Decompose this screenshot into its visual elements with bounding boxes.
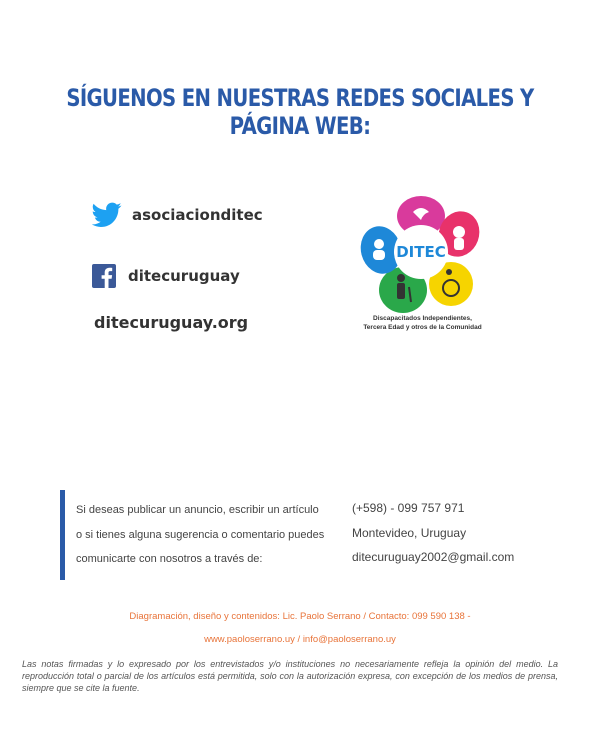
contact-text	[76, 498, 324, 572]
contact-line: comunicarte con nosotros a través de:	[76, 553, 263, 565]
elder-with-cane-icon	[397, 274, 405, 282]
twitter-bird-icon	[92, 202, 122, 228]
contact-city: Montevideo, Uruguay	[352, 525, 467, 540]
disclaimer: Las notas firmadas y lo expresado por los entrevistados y/o instituciones no necesariamente refleja la opinión del medio. La reproducción total o parcial de los artículos está permitida, solo con la autorización expresa, con excepción de los medios de prensa, siempre que se cite la fuente.	[22, 659, 558, 693]
logo-wordmark: DITEC	[396, 243, 446, 261]
logo-caption: Discapacitados Independientes, Tercera Edad y otros de la Comunidad	[363, 315, 482, 331]
baby-icon	[374, 239, 384, 249]
parent-child-icon	[453, 226, 465, 238]
facebook-row[interactable]	[92, 264, 240, 288]
facebook-icon	[92, 264, 116, 288]
contact-accent-bar	[60, 490, 65, 580]
website-link[interactable]: ditecuruguay.org	[94, 313, 249, 332]
twitter-handle[interactable]: asociacionditec	[132, 206, 263, 224]
page-headline: SÍGUENOS EN NUESTRAS REDES SOCIALES Y PÁGINA WEB:	[66, 84, 534, 140]
contact-details	[352, 496, 514, 570]
contact-line: o si tienes alguna sugerencia o comentario puedes	[76, 528, 325, 541]
contact-email[interactable]: ditecuruguay2002@gmail.com	[352, 550, 515, 564]
facebook-handle[interactable]: ditecuruguay	[128, 267, 240, 285]
twitter-row[interactable]	[92, 202, 263, 228]
contact-line: Si deseas publicar un anuncio, escribir un artículo	[76, 504, 319, 516]
contact-phone[interactable]: (+598) - 099 757 971	[352, 501, 465, 515]
svg-text:DITEC	[396, 243, 446, 261]
credits-line: Diagramación, diseño y contenidos: Lic. Paolo Serrano / Contacto: 099 590 138 -	[129, 611, 471, 622]
credits-links[interactable]: www.paoloserrano.uy / info@paoloserrano.uy	[204, 634, 396, 645]
